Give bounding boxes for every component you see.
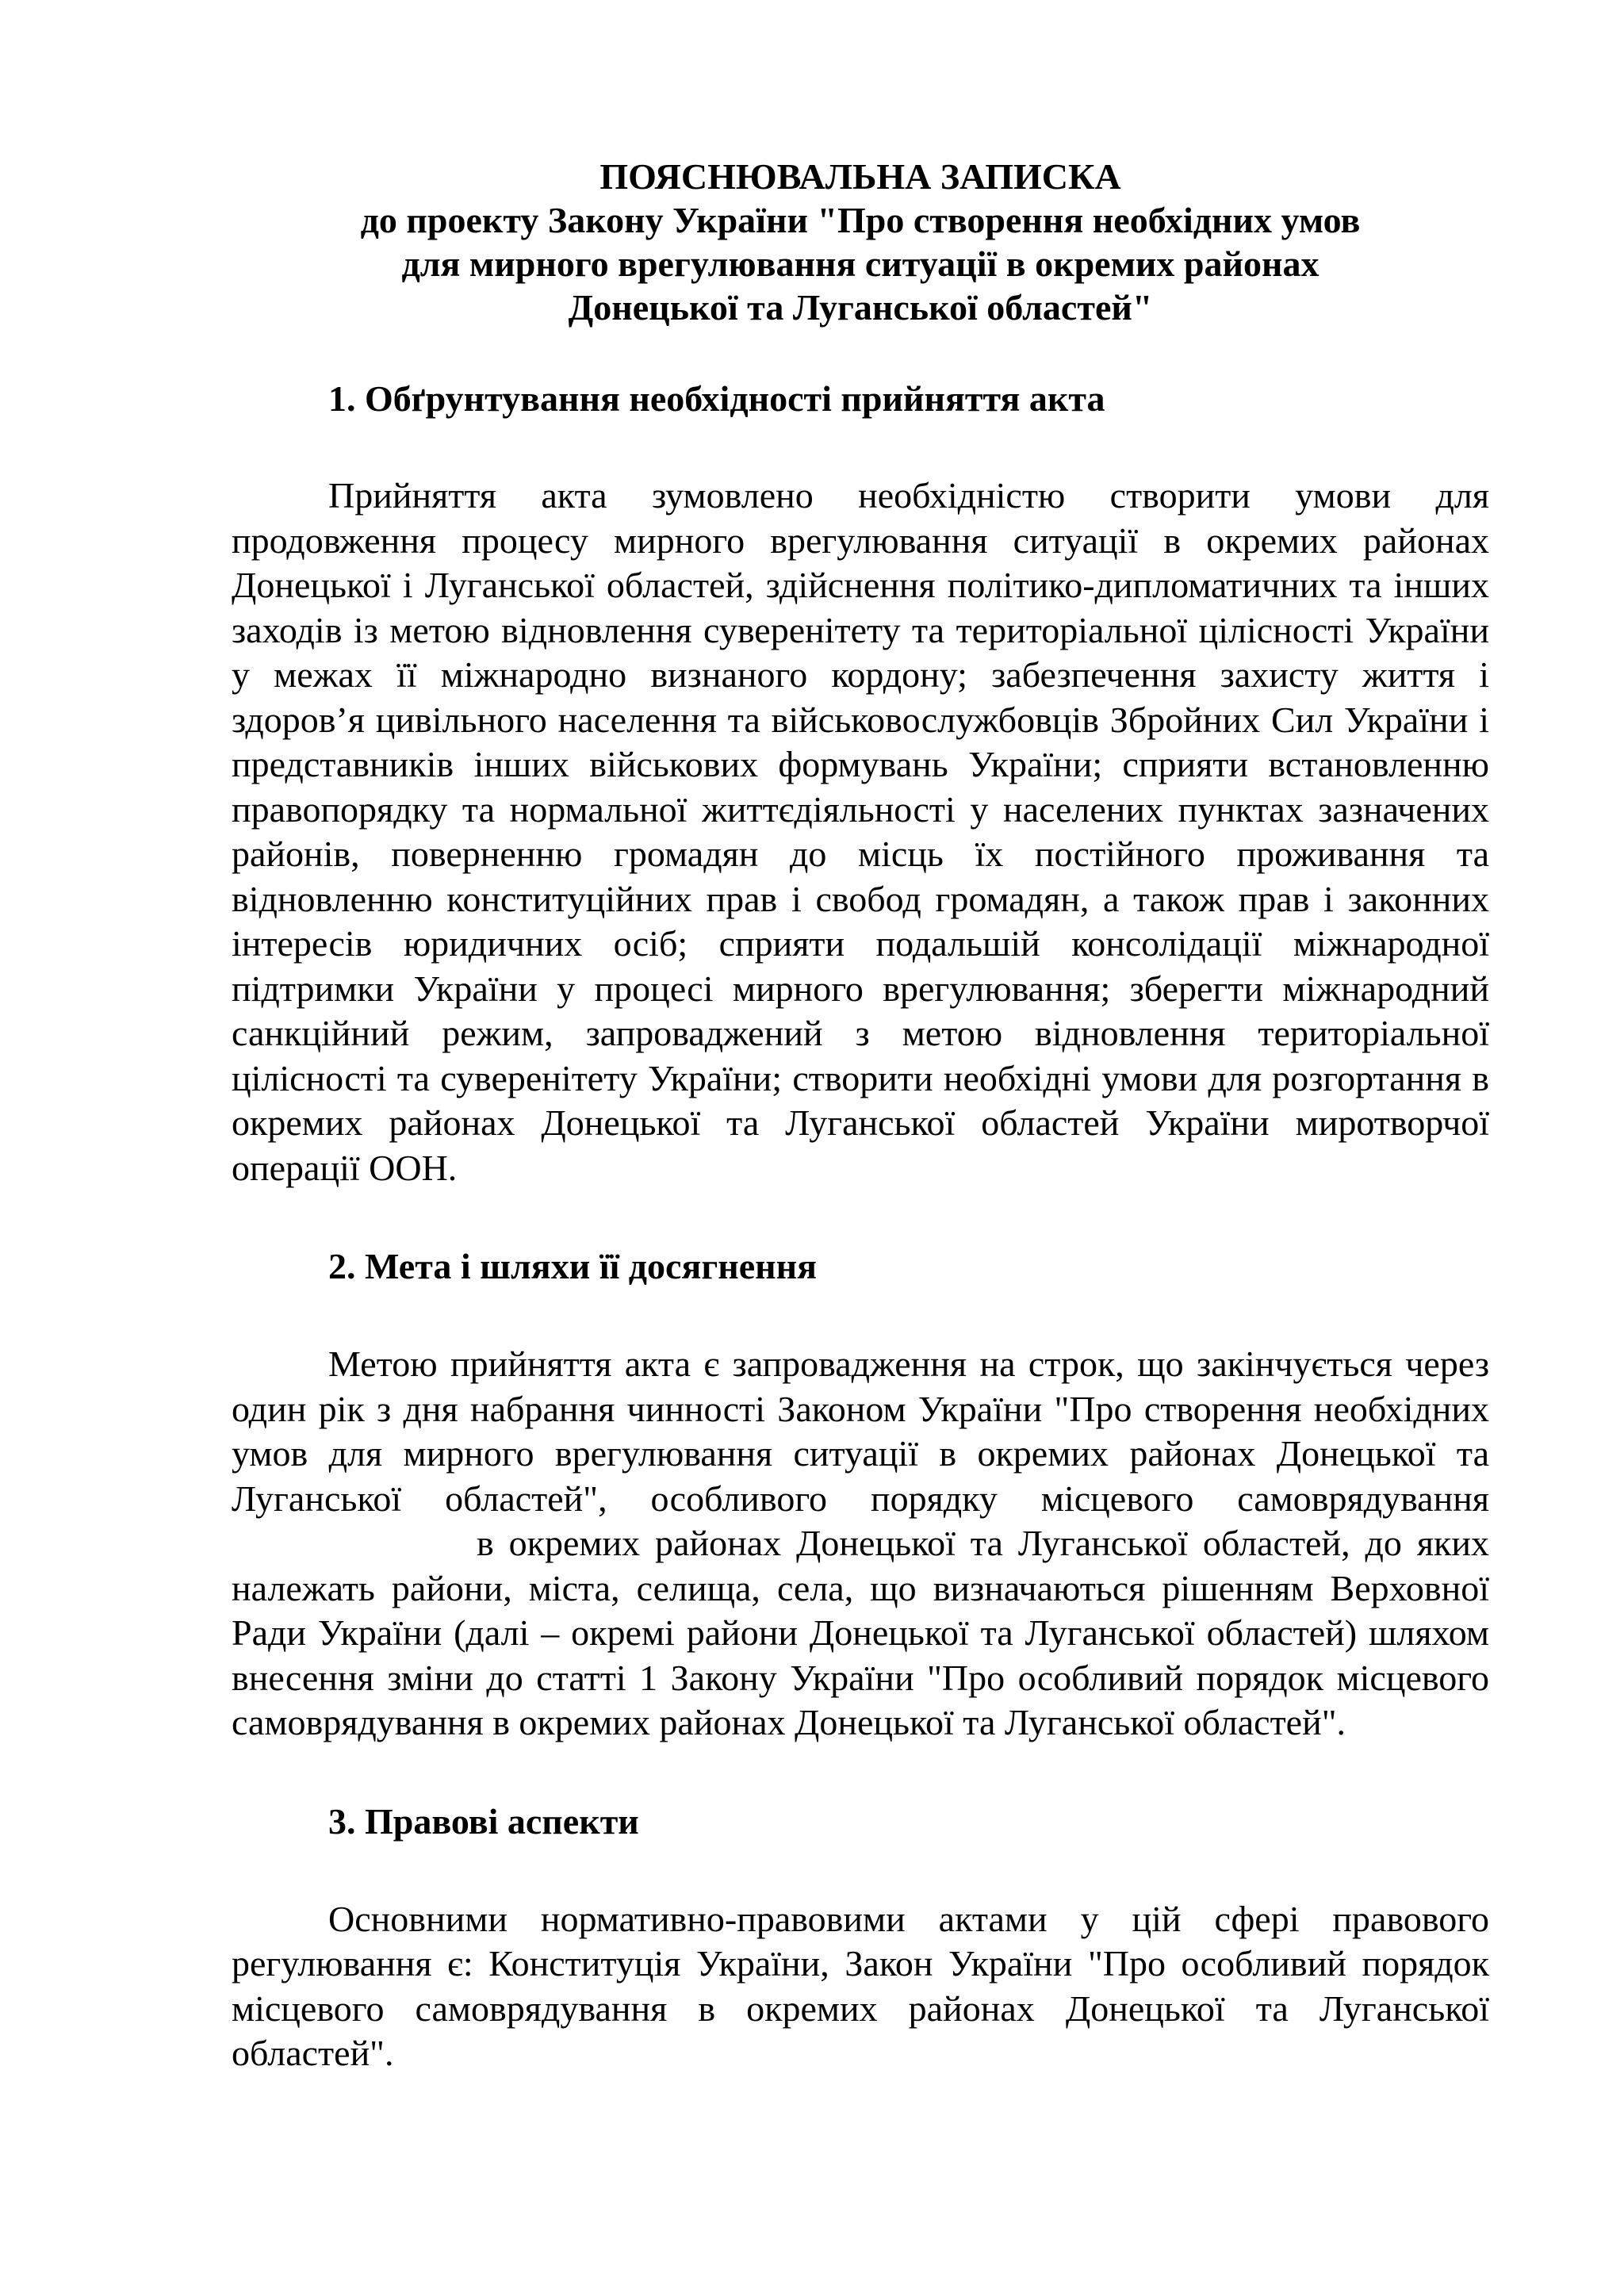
section-1-paragraph: Прийняття акта зумовлено необхідністю створити умови для продовження процесу мирного врегулювання ситуації в окремих районах Донецької і Луганської областей, здійснення політико-дипломатичних та інших заходів із метою відновлення суверенітету та територіальної цілісності України у межах її міжнародно визнаного кордону; забезпечення захисту життя і здоров’я цивільного населення та військовослужбовців Збройних Сил України і представників інших військових формувань України; сприяти встановленню правопорядку та нормальної життєдіяльності у населених пунктах зазначених районів, поверненню громадян до місць їх постійного проживання та відновленню конституційних прав і свобод громадян, а також прав і законних інтересів юридичних осіб; сприяти подальшій консолідації міжнародної підтримки України у процесі мирного врегулювання; зберегти міжнародний санкційний режим, запроваджений з метою відновлення територіальної цілісності та суверенітету України; створити необхідні умови для розгортання в окремих районах Донецької та Луганської областей України миротворчої операції ООН. — [232, 475, 1489, 1188]
section-3-heading: 3. Правові аспекти — [328, 1800, 639, 1842]
title-line-4: Донецької та Луганської областей" — [568, 287, 1153, 328]
section-3-paragraph: Основними нормативно-правовими актами у цій сфері правового регулювання є: Конституція України, Закон України "Про особливий порядок місцевого самоврядування в окремих районах Донецької та Луганської областей". — [232, 1898, 1489, 2073]
title-line-1: ПОЯСНЮВАЛЬНА ЗАПИСКА — [599, 156, 1121, 197]
section-2-paragraph — [232, 1342, 1489, 1746]
title-line-2: до проекту Закону України "Про створення необхідних умов — [360, 200, 1361, 240]
title-line-3: для мирного врегулювання ситуації в окремих районах — [401, 243, 1320, 284]
section-1-heading: 1. Обґрунтування необхідності прийняття акта — [328, 378, 1105, 419]
section-2-text-after-gap: в окремих районах Донецької та Луганської областей, до яких належать райони, міста, селища, села, що визначаються рішенням Верховної Ради України (далі – окремі райони Донецької та Луганської областей) шляхом внесення зміни до статті 1 Закону України "Про особливий порядок місцевого самоврядування в окремих районах Донецької та Луганської областей". — [232, 1523, 1489, 1742]
section-2-text-before-gap: Метою прийняття акта є запровадження на строк, що закінчується через один рік з дня набрання чинності Законом України "Про створення необхідних умов для мирного врегулювання ситуації в окремих районах Донецької та Луганської областей", особливого порядку місцевого самоврядування — [232, 1343, 1489, 1519]
section-2-heading: 2. Мета і шляхи її досягнення — [328, 1246, 818, 1286]
document-title — [232, 155, 1489, 329]
